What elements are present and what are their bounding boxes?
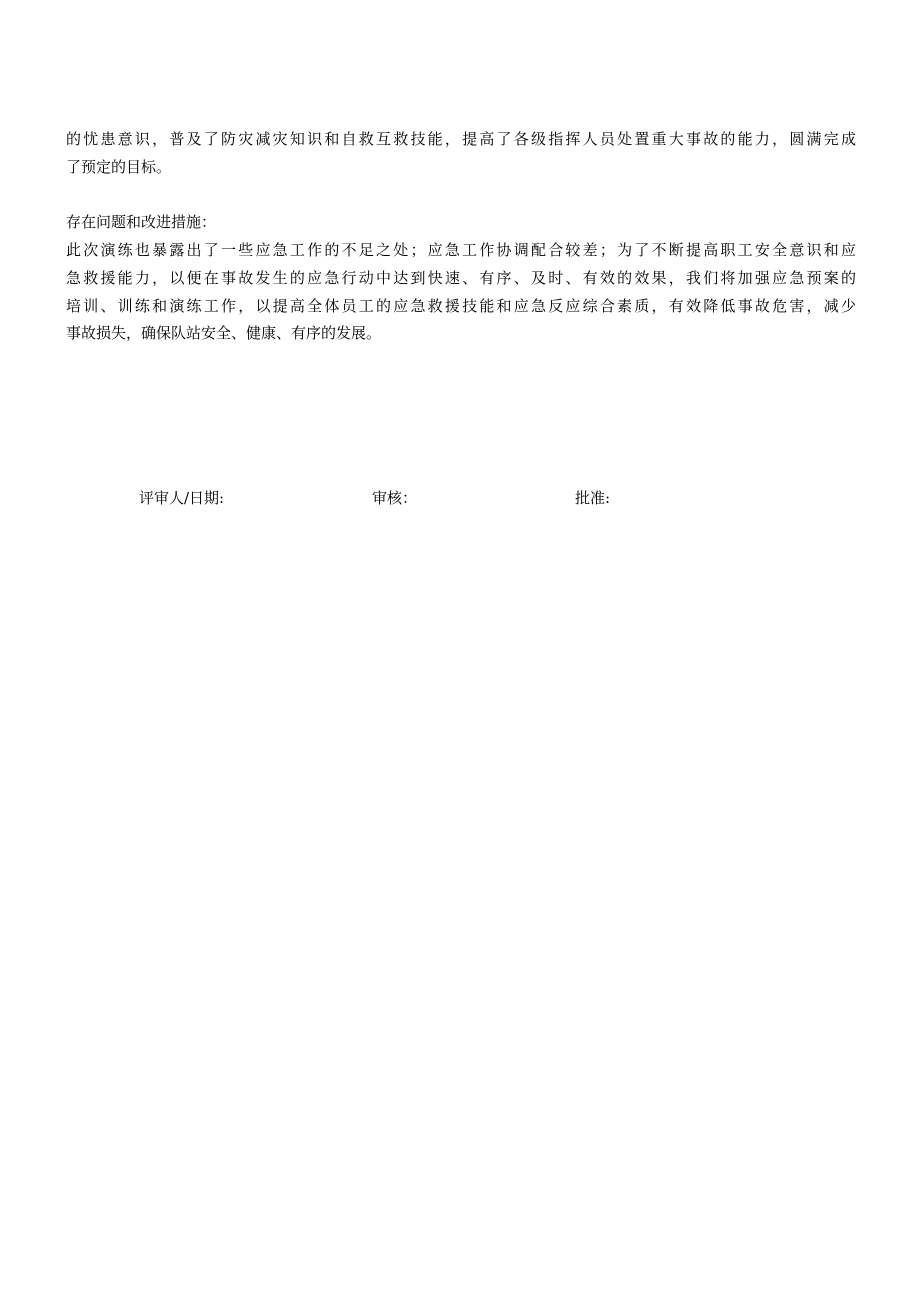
approve-label: 批准: (575, 489, 611, 507)
audit-label: 审核： (372, 489, 418, 507)
paragraph-2-line-4: 事故损失，确保队站安全、健康、有序的发展。 (66, 324, 382, 342)
section-heading: 存在问题和改进措施： (66, 213, 217, 231)
paragraph-2-line-2: 急救援能力，以便在事故发生的应急行动中达到快速、有序、及时、有效的效果，我们将加强应急预案的 (66, 269, 856, 287)
paragraph-1-line-1: 的忧患意识，普及了防灾减灾知识和自救互救技能，提高了各级指挥人员处置重大事故的能力，圆满完成 (66, 130, 856, 148)
paragraph-2-line-3: 培训、训练和演练工作，以提高全体员工的应急救援技能和应急反应综合素质，有效降低事故危害，减少 (66, 297, 856, 315)
reviewer-date-label: 评审人/日期: (139, 489, 225, 507)
paragraph-1-line-2: 了预定的目标。 (66, 158, 172, 176)
paragraph-2-line-1: 此次演练也暴露出了一些应急工作的不足之处；应急工作协调配合较差；为了不断提高职工安全意识和应 (66, 241, 856, 259)
